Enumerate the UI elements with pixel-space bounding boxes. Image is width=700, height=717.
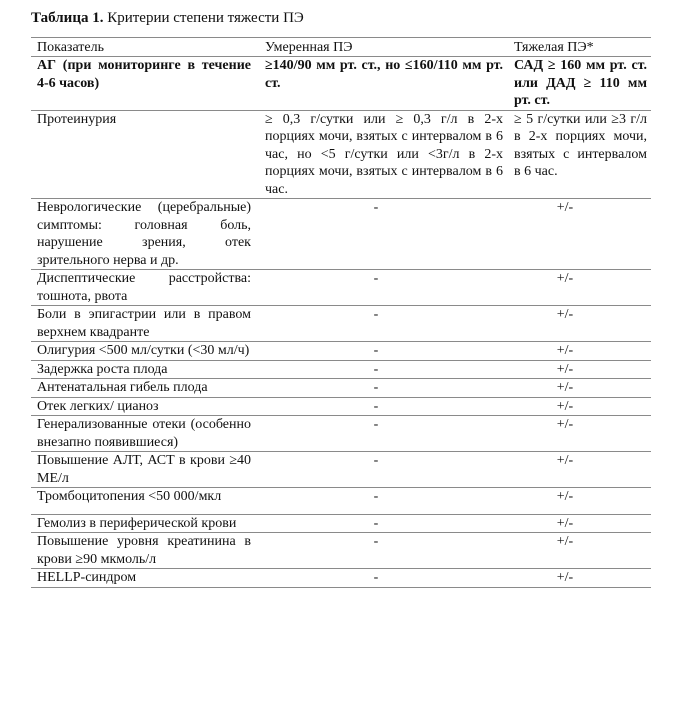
row-severe: +/- [509,199,651,270]
row-moderate: - [255,360,509,379]
table-row [31,306,651,342]
row-moderate: - [255,379,509,398]
row-indicator: Олигурия <500 мл/сутки (<30 мл/ч) [31,342,255,361]
table-row [31,416,651,452]
header-severe: Тяжелая ПЭ* [509,38,651,57]
row-indicator: Протеинурия [31,110,255,199]
row-severe: ≥ 5 г/сутки или ≥3 г/л в 2-х порциях мочи, взятых с интервалом в 6 час. [509,110,651,199]
row-indicator: Повышение уровня креатинина в крови ≥90 мкмоль/л [31,533,255,569]
row-severe: +/- [509,379,651,398]
table-caption [31,9,304,27]
row-indicator: Антенатальная гибель плода [31,379,255,398]
row-indicator: HELLP-синдром [31,569,255,588]
row-indicator: Отек легких/ цианоз [31,397,255,416]
row-moderate: - [255,397,509,416]
row-moderate: - [255,306,509,342]
table-caption-title: Критерии степени тяжести ПЭ [107,10,304,26]
table-row [31,379,651,398]
row-moderate: - [255,199,509,270]
severity-criteria-table [31,37,651,588]
row-severe: +/- [509,397,651,416]
row-severe: +/- [509,416,651,452]
row-severe: +/- [509,533,651,569]
table-caption-number: Таблица 1. [31,10,104,26]
table-row [31,569,651,588]
table-row [31,488,651,515]
row-severe: +/- [509,514,651,533]
row-moderate: ≥140/90 мм рт. ст., но ≤160/110 мм рт. ст. [255,57,509,111]
row-indicator: Тромбоцитопения <50 000/мкл [31,488,255,515]
row-indicator: Повышение АЛТ, АСТ в крови ≥40 МЕ/л [31,452,255,488]
row-moderate: - [255,452,509,488]
row-severe: +/- [509,342,651,361]
row-severe: +/- [509,569,651,588]
row-moderate: ≥ 0,3 г/сутки или ≥ 0,3 г/л в 2-х порциях мочи, взятых с интервалом в 6 час, но <5 г/сутки или <3г/л в 2-х порциях мочи, взятых с интервалом в 6 час. [255,110,509,199]
row-indicator: Боли в эпигастрии или в правом верхнем квадранте [31,306,255,342]
row-moderate: - [255,416,509,452]
row-indicator [31,57,255,111]
row-moderate: - [255,514,509,533]
header-indicator: Показатель [31,38,255,57]
table-row [31,199,651,270]
row-severe: +/- [509,452,651,488]
row-moderate: - [255,533,509,569]
table-row [31,533,651,569]
table-row [31,57,651,111]
row-moderate: - [255,342,509,361]
row-indicator: Диспептические расстройства: тошнота, рвота [31,270,255,306]
row-moderate: - [255,488,509,515]
row-severe: +/- [509,488,651,515]
row-indicator: Неврологические (церебральные) симптомы: головная боль, нарушение зрения, отек зрительного нерва и др. [31,199,255,270]
table-row [31,514,651,533]
table-row [31,342,651,361]
row-moderate: - [255,270,509,306]
table-row [31,360,651,379]
row-severe: +/- [509,360,651,379]
row-severe: +/- [509,270,651,306]
row-indicator: Гемолиз в периферической крови [31,514,255,533]
row-severe: САД ≥ 160 мм рт. ст. или ДАД ≥ 110 мм рт. ст. [509,57,651,111]
row-moderate: - [255,569,509,588]
table-row [31,452,651,488]
indicator-text: АГ (при мониторинге в течение 4-6 часов) [37,58,251,91]
header-moderate: Умеренная ПЭ [255,38,509,57]
row-indicator: Генерализованные отеки (особенно внезапно появившиеся) [31,416,255,452]
row-indicator: Задержка роста плода [31,360,255,379]
row-severe: +/- [509,306,651,342]
table-header-row [31,38,651,57]
table-row [31,397,651,416]
table-row [31,270,651,306]
table-row [31,110,651,199]
